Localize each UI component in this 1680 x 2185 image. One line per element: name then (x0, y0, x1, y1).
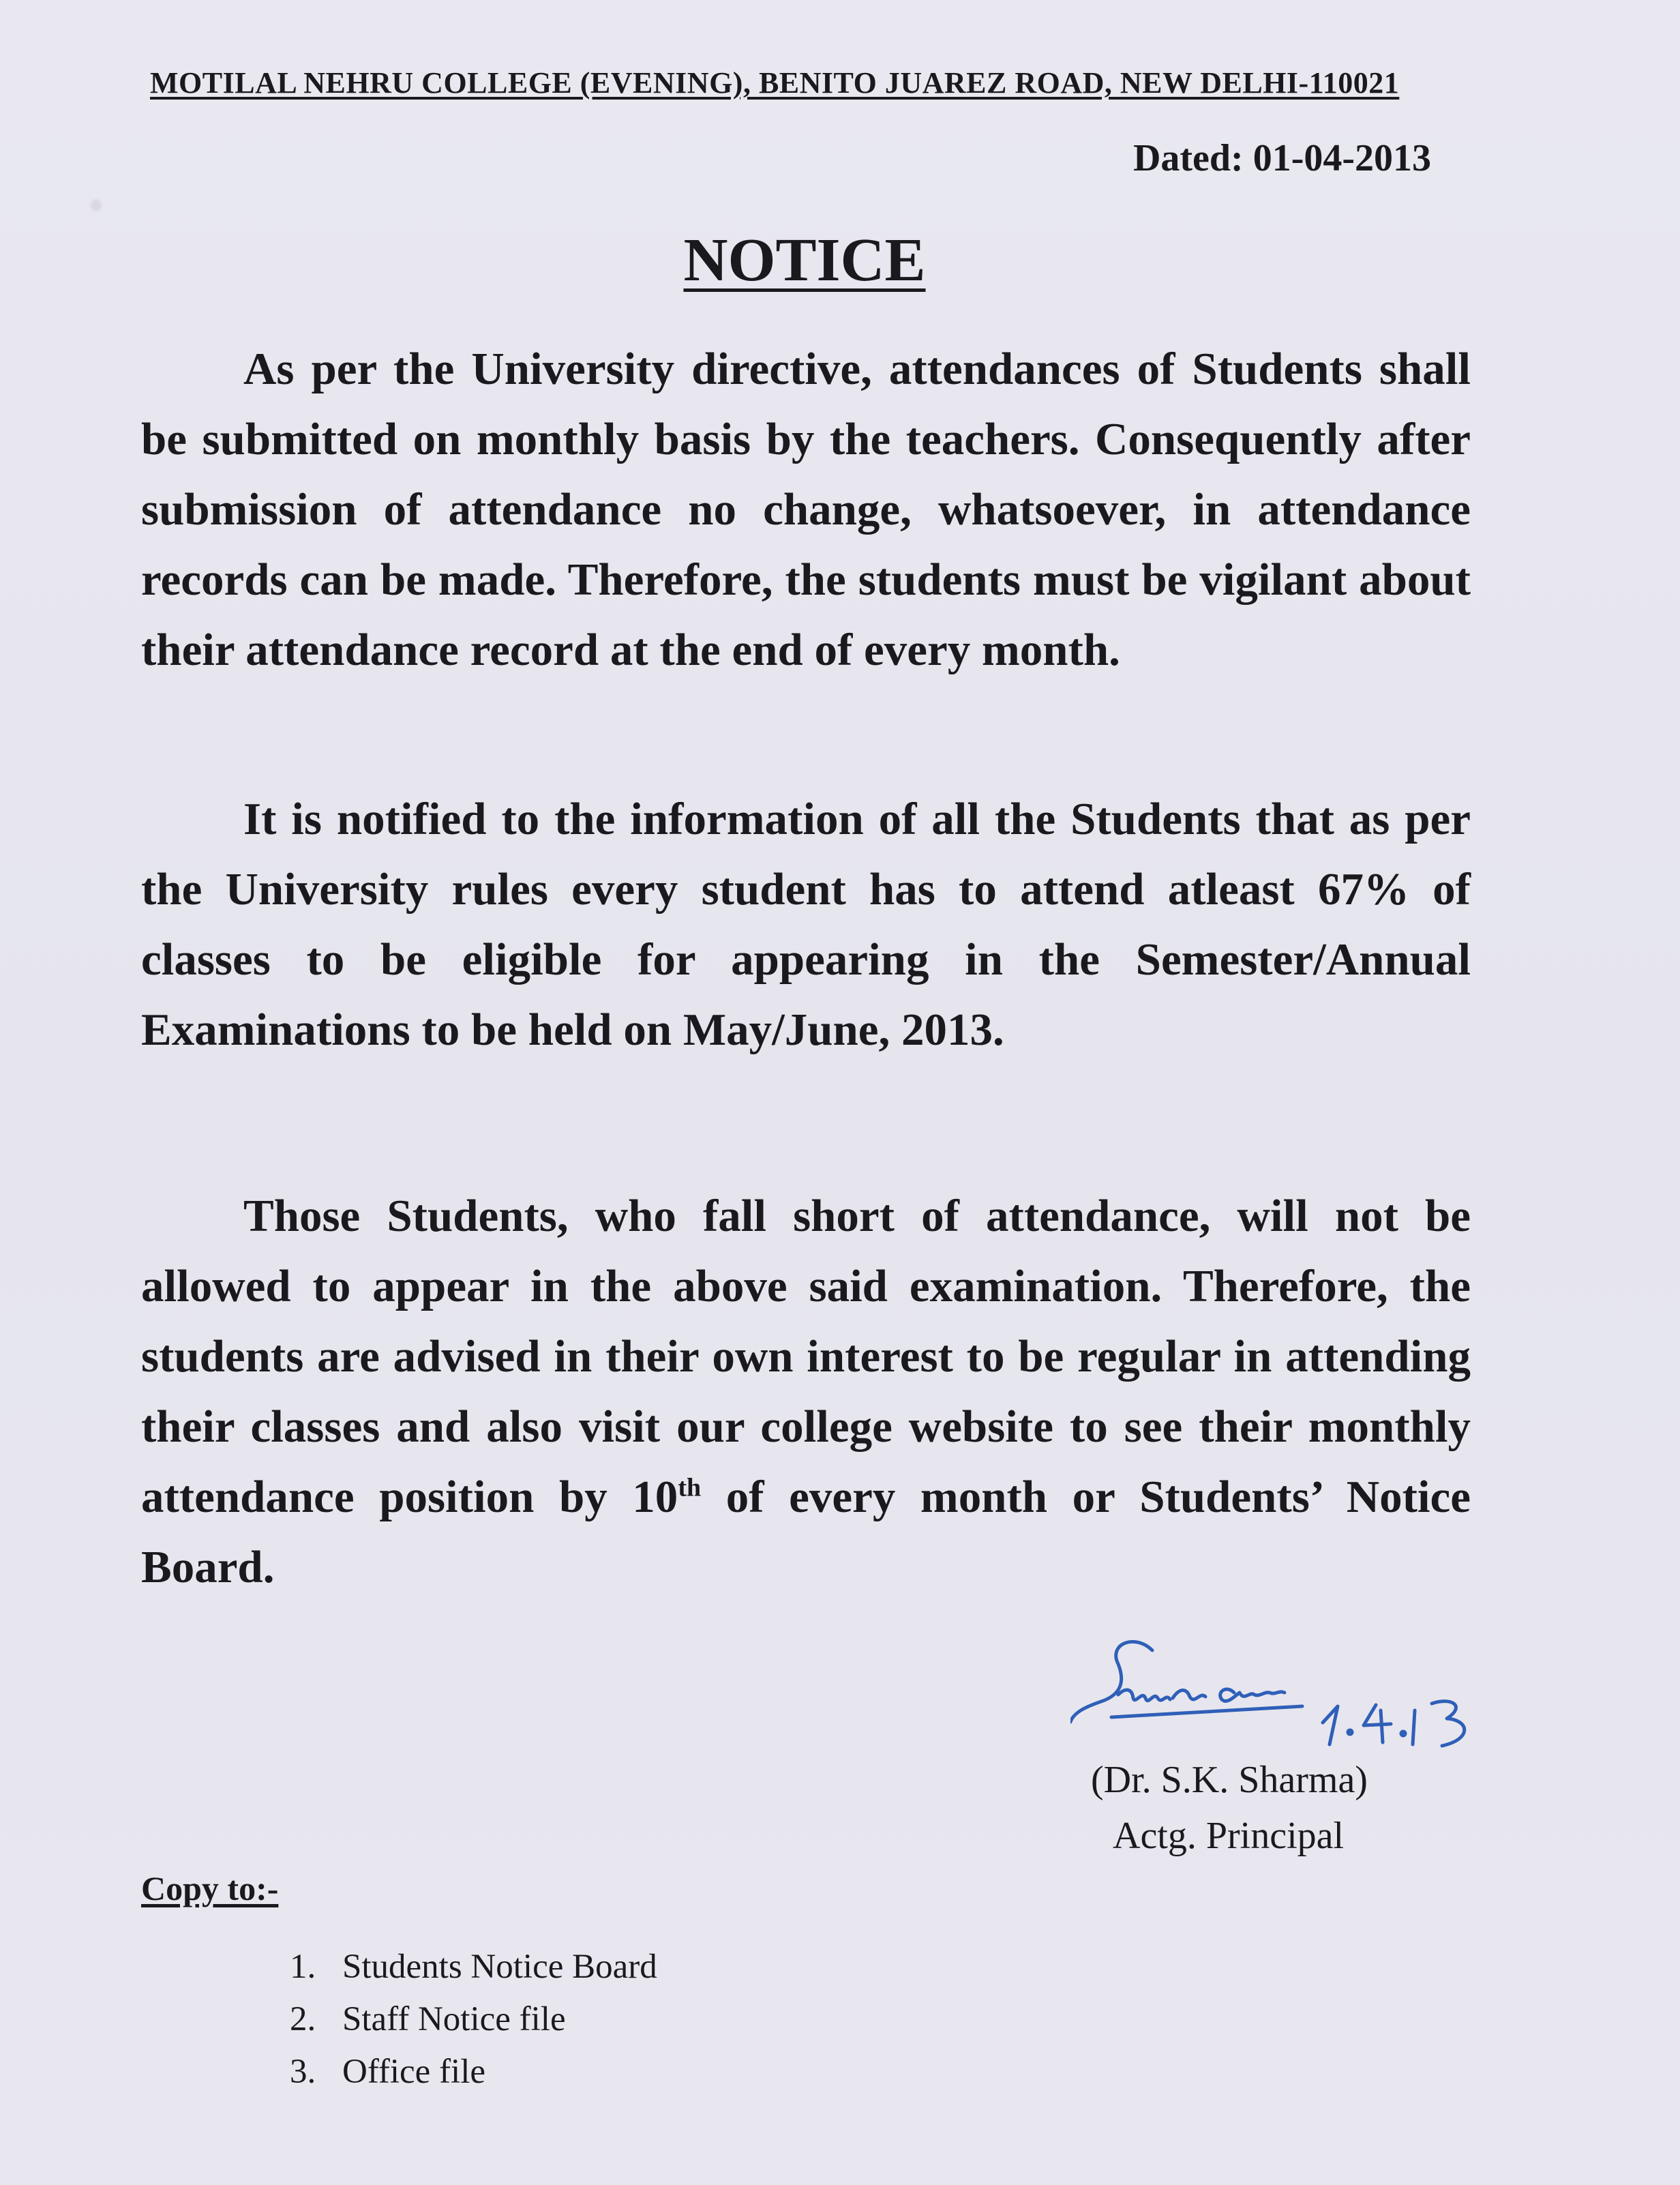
paragraph-attendance-rule: It is notified to the information of all the Students that as per the University rules every student has to attend atleast 67% of classes to be eligible for appearing in the Semester/Annual Examinations to be held on May/June, 2013. (141, 794, 1471, 1055)
handwritten-signature (1070, 1630, 1480, 1773)
paper-speck (89, 198, 104, 213)
paragraph-shortage-text-end: of every month or Students’ Notice Board. (141, 1472, 1471, 1592)
list-item-number: 3. (290, 2053, 316, 2091)
notice-date: Dated: 01-04-2013 (1132, 137, 1431, 179)
paragraph-attendance-submission: As per the University directive, attendances of Students shall be submitted on monthly basis by the teachers. Consequently after submission of attendance no change, whatsoever, in attendance records can be made. Therefore, the students must be vigilant about their attendance record at the end of every month. (141, 344, 1471, 675)
signatory-designation: Actg. Principal (1113, 1815, 1345, 1857)
paragraph-shortage-text: Those Students, who fall short of attendance, will not be allowed to appear in the above said examination. Therefore, the students are advised in their own interest to be regular in attending their classes and also visit our college website to see their monthly attendance position by 10 (141, 1191, 1471, 1522)
list-item (290, 2000, 657, 2052)
list-item (290, 1947, 657, 2000)
list-item (290, 2052, 657, 2105)
ordinal-suffix: th (678, 1473, 702, 1502)
list-item-number: 2. (290, 2000, 316, 2038)
list-item-number: 1. (290, 1948, 316, 1986)
list-item-label: Staff Notice file (342, 2000, 566, 2038)
notice-title: NOTICE (683, 226, 926, 294)
list-item-label: Students Notice Board (342, 1948, 657, 1986)
copy-to-list (290, 1947, 657, 2105)
college-address-header: MOTILAL NEHRU COLLEGE (EVENING), BENITO JUAREZ ROAD, NEW DELHI-110021 (150, 66, 1400, 100)
list-item-label: Office file (342, 2053, 486, 2091)
copy-to-heading: Copy to:- (141, 1869, 279, 1907)
signatory-name: (Dr. S.K. Sharma) (1091, 1759, 1368, 1801)
paragraph-shortage-warning (141, 1181, 1471, 1603)
